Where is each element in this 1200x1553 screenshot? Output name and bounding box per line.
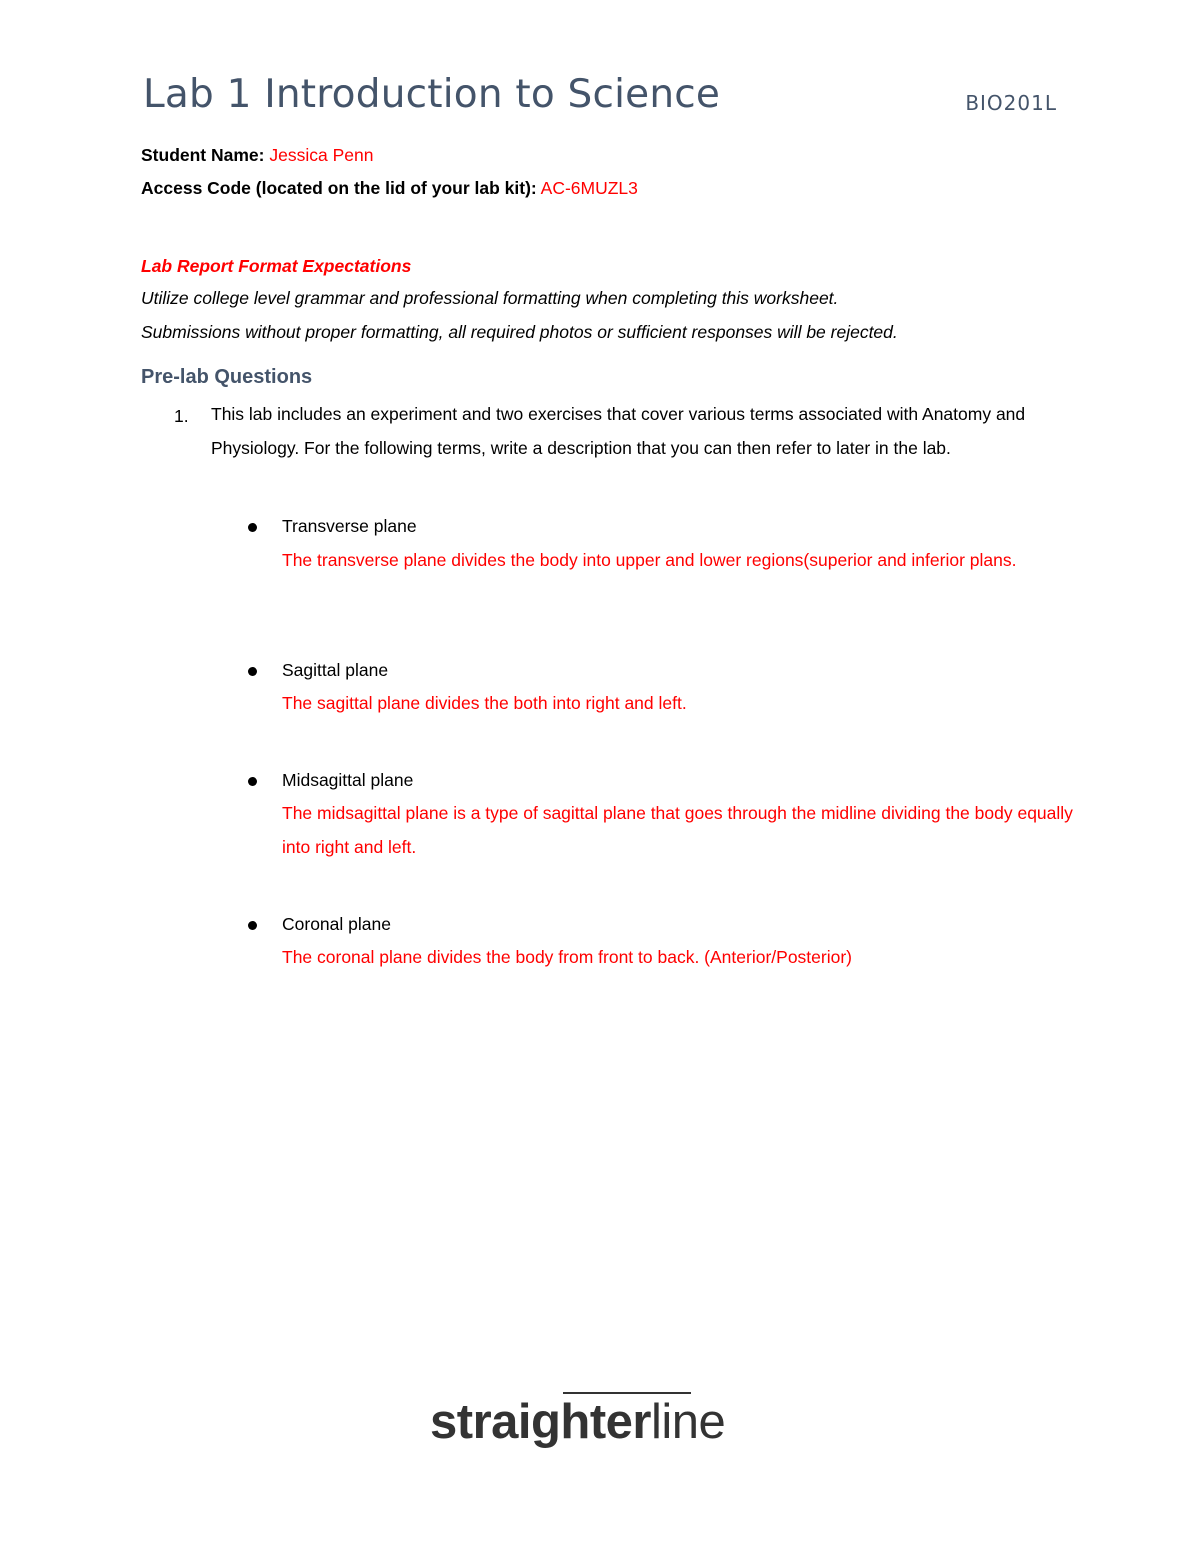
question-text: This lab includes an experiment and two exercises that cover various terms associated with Anatomy and Physiology. For the following terms, write a description that you can then refer to later in the lab. (211, 404, 1026, 458)
student-name-line (141, 145, 373, 166)
straighterline-logo (430, 1392, 770, 1462)
term-transverse: Transverse plane (282, 516, 417, 536)
term-midsagittal: Midsagittal plane (282, 770, 414, 790)
student-name-label: Student Name: (141, 145, 265, 165)
format-expectations-line-2: Submissions without proper formatting, all required photos or sufficient responses will be rejected. (141, 322, 898, 342)
access-code-line (141, 178, 638, 199)
prelab-heading: Pre-lab Questions (141, 366, 313, 388)
access-code-label: Access Code (located on the lid of your lab kit): (141, 178, 537, 198)
bullet-icon (248, 921, 257, 930)
bullet-icon (248, 777, 257, 786)
format-expectations-heading: Lab Report Format Expectations (141, 256, 412, 276)
answer-transverse: The transverse plane divides the body into upper and lower regions(superior and inferior plans. (282, 550, 1017, 570)
bullet-icon (248, 523, 257, 532)
question-number: 1. (174, 406, 189, 426)
bullet-icon (248, 667, 257, 676)
logo-wordmark (430, 1394, 725, 1450)
student-name-value: Jessica Penn (269, 145, 374, 165)
page-title: Lab 1 Introduction to Science (143, 72, 721, 117)
format-expectations-line-1: Utilize college level grammar and professional formatting when completing this worksheet. (141, 288, 839, 308)
course-code: BIO201L (965, 91, 1057, 115)
term-sagittal: Sagittal plane (282, 660, 389, 680)
term-coronal: Coronal plane (282, 914, 391, 934)
logo-light-text: line (651, 1395, 726, 1449)
answer-midsagittal: The midsagittal plane is a type of sagittal plane that goes through the midline dividing the body equally into right and left. (282, 803, 1073, 857)
logo-bold-text: straighter (430, 1395, 652, 1449)
access-code-value: AC-6MUZL3 (540, 178, 638, 198)
answer-sagittal: The sagittal plane divides the both into right and left. (282, 693, 687, 713)
answer-coronal: The coronal plane divides the body from front to back. (Anterior/Posterior) (282, 947, 852, 967)
